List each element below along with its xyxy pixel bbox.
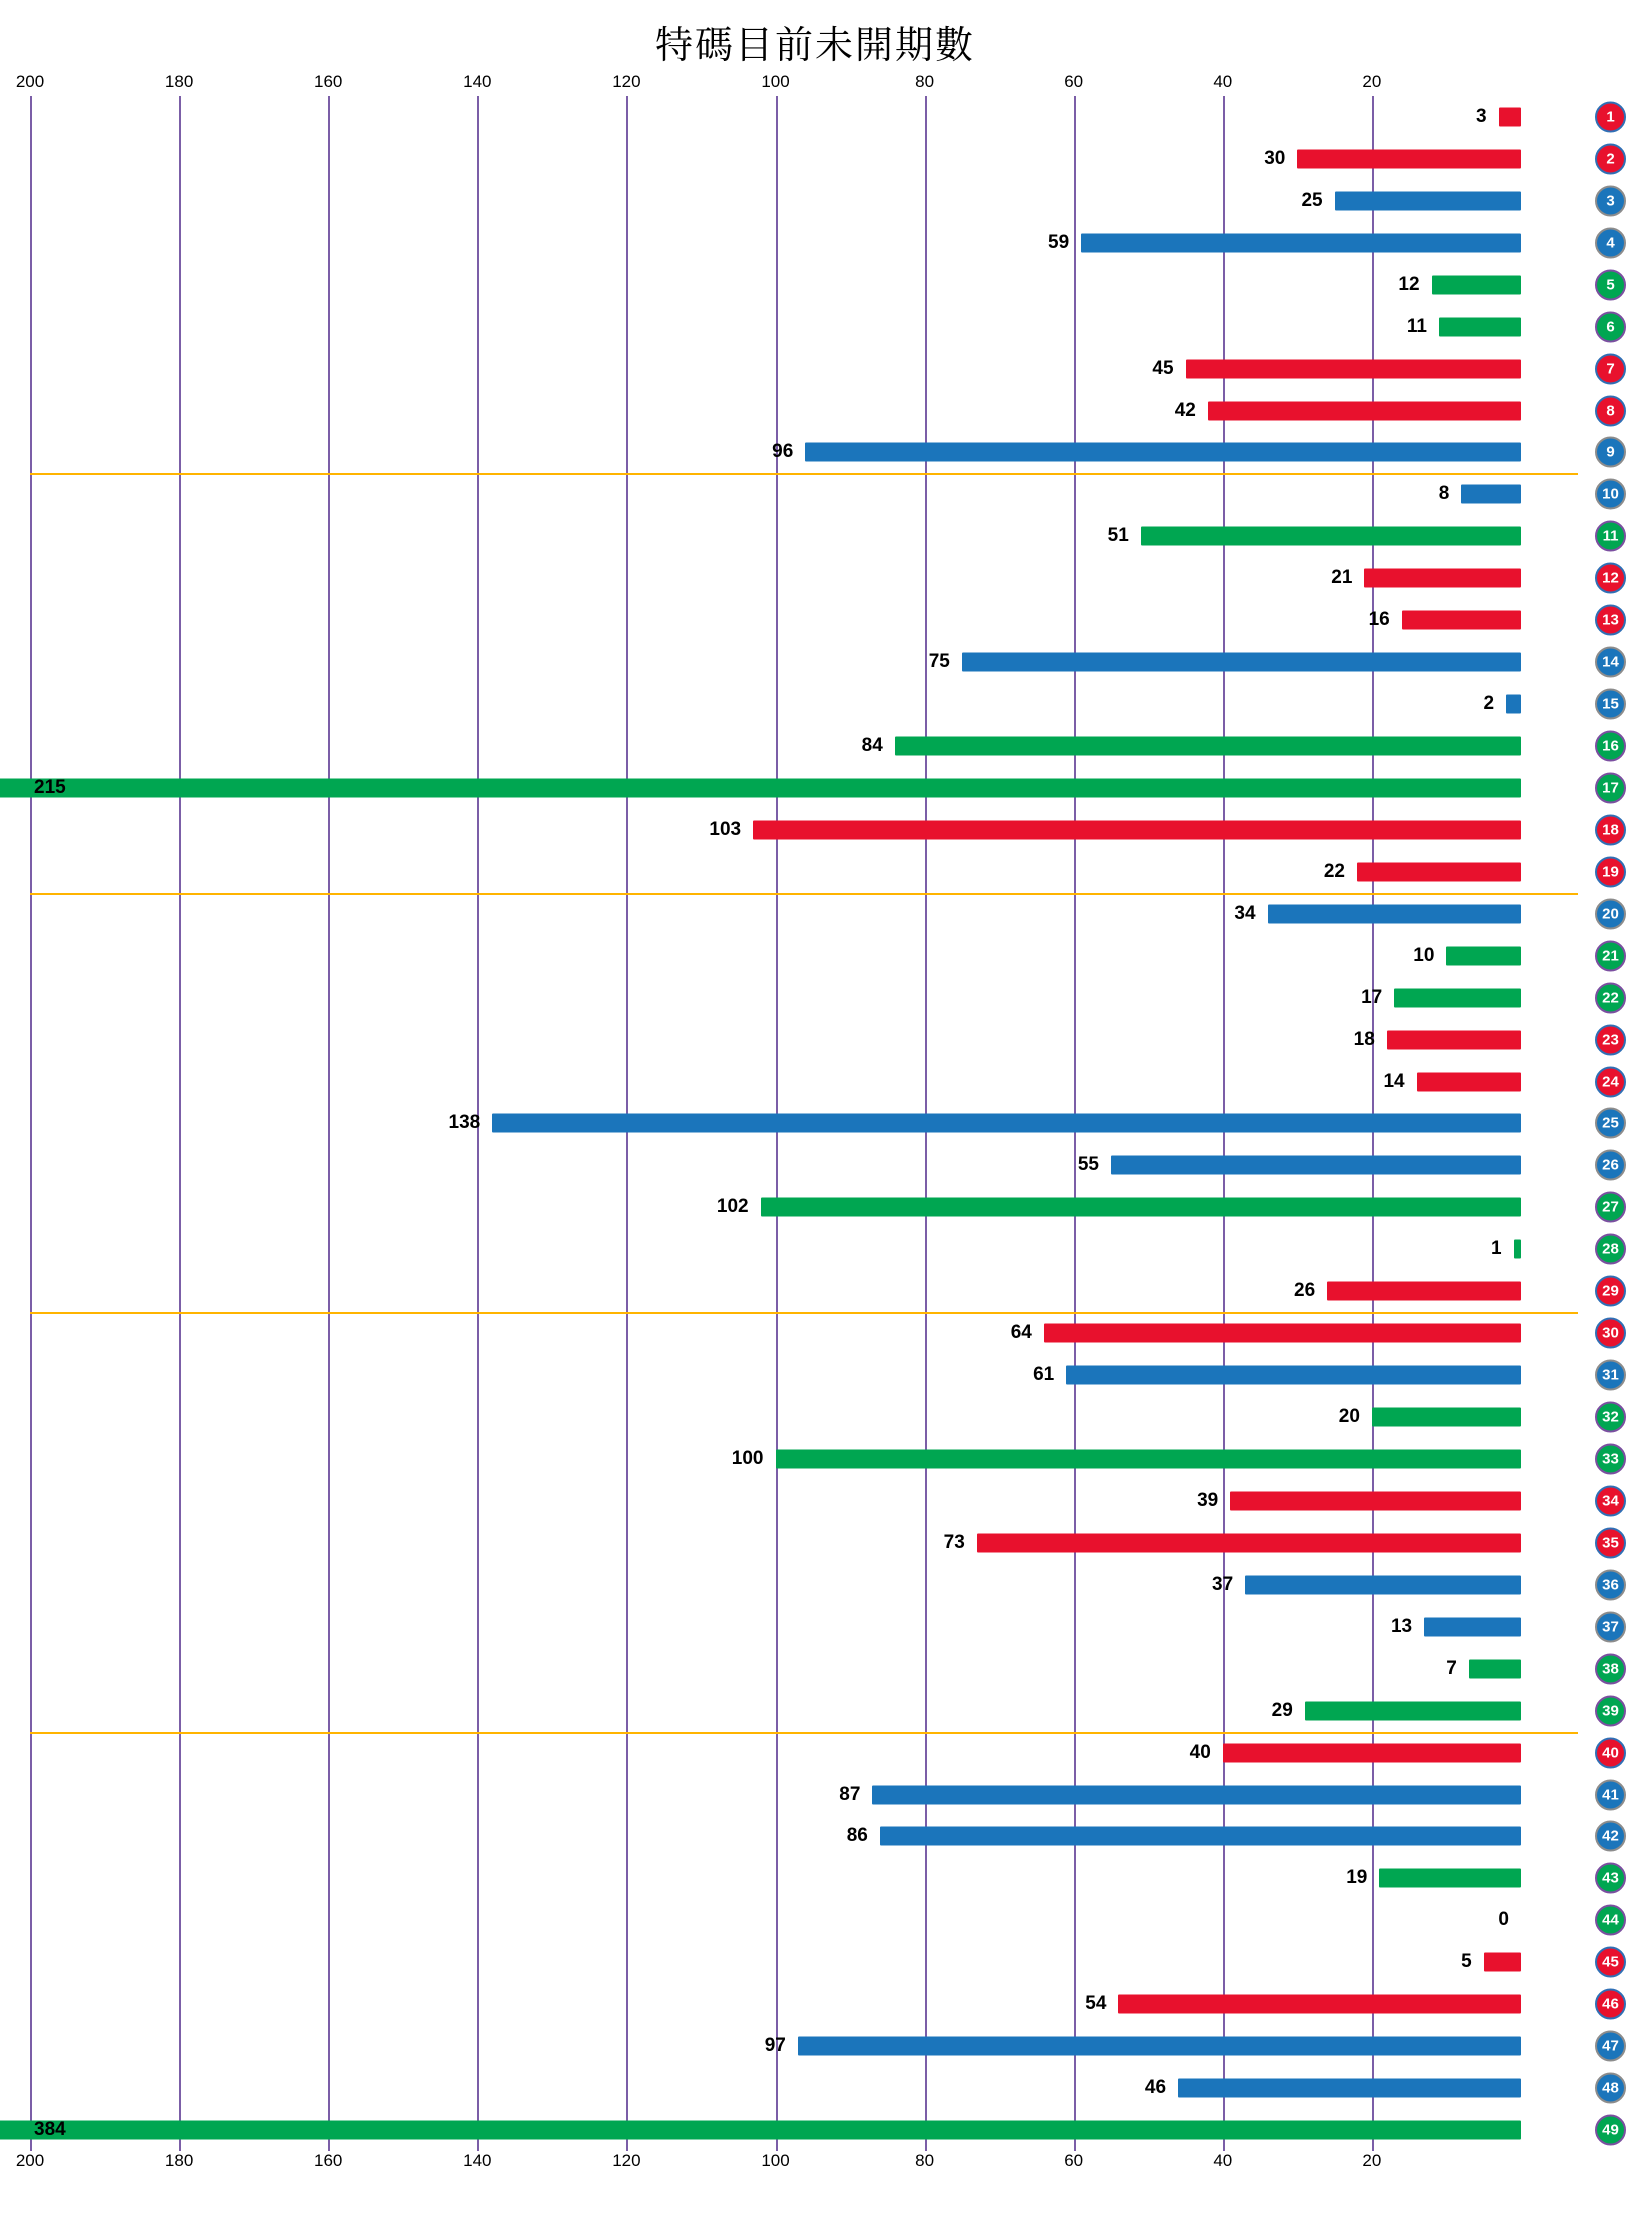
- bar-value-label: 51: [1107, 525, 1129, 547]
- number-ball-23[interactable]: 23: [1595, 1024, 1626, 1055]
- number-ball-1[interactable]: 1: [1595, 101, 1626, 132]
- bar-value-label: 20: [1338, 1406, 1360, 1428]
- chart-row: [30, 306, 1615, 348]
- bar: [1178, 2079, 1521, 2098]
- axis-tick-label: 180: [164, 2151, 194, 2170]
- chart-row: [30, 557, 1619, 599]
- chart-row: [30, 1396, 1619, 1438]
- number-ball-8[interactable]: 8: [1595, 395, 1626, 426]
- bar-value-label: 3: [1476, 105, 1487, 127]
- bar: [1111, 1156, 1521, 1175]
- axis-tick-label: 60: [1064, 72, 1084, 91]
- bar: [977, 1533, 1521, 1552]
- chart-row: [30, 1690, 1619, 1732]
- bar-value-label: 30: [1264, 147, 1286, 169]
- bar: [1268, 904, 1521, 923]
- chart-row: [30, 2109, 1619, 2151]
- number-ball-26[interactable]: 26: [1595, 1150, 1626, 1181]
- bar-value-label: 103: [709, 818, 742, 840]
- number-ball-20[interactable]: 20: [1595, 898, 1626, 929]
- number-ball-33[interactable]: 33: [1595, 1444, 1626, 1475]
- number-ball-7[interactable]: 7: [1595, 353, 1626, 384]
- number-ball-2[interactable]: 2: [1595, 143, 1626, 174]
- number-ball-41[interactable]: 41: [1595, 1779, 1626, 1810]
- chart-row: [30, 1354, 1619, 1396]
- bar-value-label: 29: [1271, 1699, 1293, 1721]
- bar: [1141, 527, 1521, 546]
- chart-row: [30, 1438, 1619, 1480]
- number-ball-45[interactable]: 45: [1595, 1947, 1626, 1978]
- number-ball-48[interactable]: 48: [1595, 2073, 1626, 2104]
- bar: [1118, 1995, 1521, 2014]
- chart-row: [30, 1312, 1619, 1354]
- chart-row: [30, 1857, 1619, 1899]
- number-ball-40[interactable]: 40: [1595, 1737, 1626, 1768]
- number-ball-12[interactable]: 12: [1595, 563, 1626, 594]
- number-ball-16[interactable]: 16: [1595, 731, 1626, 762]
- bar: [776, 1450, 1522, 1469]
- chart-row: [30, 725, 1619, 767]
- number-ball-36[interactable]: 36: [1595, 1569, 1626, 1600]
- axis-tick-label: 100: [761, 72, 790, 91]
- bar: [1499, 107, 1521, 126]
- number-ball-31[interactable]: 31: [1595, 1360, 1626, 1391]
- bar-value-label: 55: [1077, 1154, 1099, 1176]
- number-ball-17[interactable]: 17: [1595, 772, 1626, 803]
- chart-row: [30, 1648, 1619, 1690]
- number-ball-9[interactable]: 9: [1595, 437, 1626, 468]
- number-ball-3[interactable]: 3: [1595, 185, 1626, 216]
- number-ball-34[interactable]: 34: [1595, 1485, 1626, 1516]
- bar-value-label: 21: [1331, 567, 1353, 589]
- axis-tick-label: 40: [1213, 72, 1233, 91]
- axis-tick-label: 140: [463, 2151, 492, 2170]
- chart-row: [30, 1019, 1619, 1061]
- bar-value-label: 61: [1033, 1364, 1055, 1386]
- number-ball-35[interactable]: 35: [1595, 1527, 1626, 1558]
- bar: [761, 1198, 1521, 1217]
- bar-value-label: 96: [772, 441, 794, 463]
- bar: [1066, 1366, 1521, 1385]
- chart-row: [30, 1774, 1619, 1816]
- bar: [1417, 1072, 1521, 1091]
- chart-row: [30, 1564, 1619, 1606]
- bar-value-label: 10: [1413, 944, 1435, 966]
- bar-value-label: 86: [846, 1825, 868, 1847]
- number-ball-32[interactable]: 32: [1595, 1402, 1626, 1433]
- chart-row: [30, 1228, 1619, 1270]
- axis-tick-label: 120: [612, 72, 641, 91]
- number-ball-28[interactable]: 28: [1595, 1234, 1626, 1265]
- chart-row: [30, 473, 1619, 515]
- axis-tick-label: 140: [463, 72, 492, 91]
- chart-row: [30, 1941, 1619, 1983]
- chart-row: [30, 222, 1615, 264]
- chart-row: [30, 977, 1619, 1019]
- bar: [1439, 317, 1521, 336]
- chart-row: [30, 432, 1615, 474]
- bar-value-label: 102: [716, 1196, 749, 1218]
- bar-value-label: 42: [1174, 399, 1196, 421]
- chart-row: [30, 1480, 1619, 1522]
- chart-row: [30, 809, 1619, 851]
- page-title: 特碼目前未開期數: [654, 23, 975, 67]
- number-ball-18[interactable]: 18: [1595, 814, 1626, 845]
- bar: [1387, 1030, 1521, 1049]
- bar: [1372, 1408, 1521, 1427]
- bar: [0, 2121, 1521, 2140]
- chart-row: [30, 1144, 1619, 1186]
- axis-tick-label: 160: [314, 72, 343, 91]
- number-ball-25[interactable]: 25: [1595, 1108, 1626, 1139]
- bar: [1081, 233, 1521, 252]
- bar-value-label: 37: [1212, 1573, 1234, 1595]
- chart-row: [30, 1899, 1619, 1941]
- number-ball-13[interactable]: 13: [1595, 605, 1626, 636]
- number-ball-21[interactable]: 21: [1595, 940, 1626, 971]
- bar: [895, 737, 1521, 756]
- chart-row: [30, 767, 1619, 809]
- number-ball-19[interactable]: 19: [1595, 856, 1626, 887]
- chart-row: [30, 893, 1619, 935]
- bar: [872, 1785, 1521, 1804]
- axis-tick-label: 20: [1362, 72, 1382, 91]
- chart-row: [30, 599, 1619, 641]
- number-ball-49[interactable]: 49: [1595, 2115, 1626, 2146]
- chart-row: [30, 348, 1615, 390]
- chart-row: [30, 96, 1615, 138]
- number-ball-24[interactable]: 24: [1595, 1066, 1626, 1097]
- chart-row: [30, 1522, 1619, 1564]
- number-ball-22[interactable]: 22: [1595, 982, 1626, 1013]
- bar-value-label: 2: [1483, 693, 1495, 715]
- number-ball-5[interactable]: 5: [1595, 269, 1626, 300]
- bar: [805, 443, 1521, 462]
- bar-value-label: 12: [1398, 273, 1420, 295]
- bar-value-label: 64: [1010, 1322, 1032, 1344]
- bar-value-label: 19: [1346, 1867, 1368, 1889]
- chart-row: [30, 1732, 1619, 1774]
- bar-value-label: 0: [1498, 1909, 1509, 1931]
- bar-value-label: 138: [448, 1112, 481, 1134]
- bar: [1484, 1953, 1521, 1972]
- bar: [1305, 1701, 1521, 1720]
- chart-row: [30, 1186, 1619, 1228]
- bar-value-label: 16: [1368, 609, 1390, 631]
- bar: [1230, 1491, 1521, 1510]
- bar-value-label: 26: [1294, 1280, 1316, 1302]
- bar: [1461, 485, 1521, 504]
- bar: [1297, 149, 1521, 168]
- axis-tick-label: 60: [1064, 2151, 1084, 2170]
- bar: [1379, 1869, 1521, 1888]
- bar: [1364, 569, 1521, 588]
- bar-value-label: 8: [1438, 483, 1450, 505]
- bar-value-label: 46: [1144, 2077, 1167, 2099]
- number-ball-30[interactable]: 30: [1595, 1318, 1626, 1349]
- chart-row: [30, 1103, 1619, 1145]
- chart-row: [30, 264, 1615, 306]
- bar-value-label: 5: [1461, 1951, 1472, 1973]
- bar: [1506, 695, 1521, 714]
- chart-row: [30, 1983, 1619, 2025]
- bar: [1335, 191, 1521, 210]
- bar-value-label: 73: [943, 1531, 965, 1553]
- chart-row: [30, 1270, 1619, 1312]
- number-ball-39[interactable]: 39: [1595, 1695, 1626, 1726]
- number-ball-6[interactable]: 6: [1595, 311, 1626, 342]
- number-ball-27[interactable]: 27: [1595, 1192, 1626, 1223]
- chart-row: [30, 1606, 1619, 1648]
- bar: [1223, 1743, 1521, 1762]
- chart-row: [30, 515, 1619, 557]
- plot-area: [30, 96, 1619, 2151]
- bar-value-label: 34: [1234, 902, 1256, 924]
- bar-value-label: 215: [34, 776, 66, 798]
- x-axis-top: [15, 72, 1578, 94]
- bar: [492, 1114, 1521, 1133]
- bar-value-label: 100: [731, 1448, 764, 1469]
- bar-value-label: 87: [839, 1783, 861, 1805]
- axis-tick-label: 200: [15, 72, 45, 91]
- number-ball-44[interactable]: 44: [1595, 1905, 1626, 1936]
- bar: [0, 778, 1521, 797]
- bar-value-label: 22: [1323, 860, 1345, 882]
- bar: [1245, 1575, 1521, 1594]
- chart-row: [30, 180, 1615, 222]
- bar: [753, 820, 1521, 839]
- number-ball-43[interactable]: 43: [1595, 1863, 1626, 1894]
- bar: [1186, 359, 1521, 378]
- axis-tick-label: 180: [164, 72, 194, 91]
- chart-row: [30, 2025, 1619, 2067]
- bar: [1469, 1659, 1521, 1678]
- bar-value-label: 13: [1390, 1615, 1413, 1637]
- bar-value-label: 39: [1197, 1489, 1219, 1511]
- chart-row: [30, 2067, 1619, 2109]
- number-ball-37[interactable]: 37: [1595, 1611, 1626, 1642]
- bar-value-label: 17: [1361, 986, 1383, 1008]
- chart-row: [30, 641, 1619, 683]
- bar-value-label: 40: [1189, 1741, 1211, 1763]
- bar-value-label: 84: [861, 735, 883, 757]
- bar-value-label: 59: [1048, 231, 1070, 253]
- bar-value-label: 7: [1446, 1657, 1457, 1679]
- bar-value-label: 11: [1406, 315, 1427, 337]
- bar: [1432, 275, 1521, 294]
- bar-value-label: 45: [1152, 357, 1174, 379]
- number-ball-10[interactable]: 10: [1595, 479, 1626, 510]
- chart-row: [30, 1061, 1619, 1103]
- axis-tick-label: 120: [612, 2151, 641, 2170]
- bar-value-label: 14: [1383, 1070, 1405, 1092]
- bar: [880, 1827, 1521, 1846]
- number-ball-42[interactable]: 42: [1595, 1821, 1626, 1852]
- bar: [1357, 862, 1521, 881]
- axis-tick-label: 200: [15, 2151, 45, 2170]
- number-ball-11[interactable]: 11: [1595, 521, 1626, 552]
- axis-tick-label: 20: [1362, 2151, 1382, 2170]
- axis-tick-label: 100: [761, 2151, 790, 2170]
- bar: [1044, 1324, 1521, 1343]
- chart-row: [30, 138, 1615, 180]
- number-ball-15[interactable]: 15: [1595, 689, 1626, 720]
- bar-value-label: 384: [34, 2119, 66, 2141]
- bar: [1394, 988, 1521, 1007]
- axis-tick-label: 160: [314, 2151, 343, 2170]
- chart-row: [30, 683, 1619, 725]
- bar: [1402, 611, 1521, 630]
- bar-value-label: 75: [928, 651, 950, 673]
- bar-value-label: 97: [764, 2035, 786, 2057]
- chart-row: [30, 935, 1619, 977]
- bar-value-label: 1: [1490, 1238, 1502, 1260]
- number-ball-14[interactable]: 14: [1595, 647, 1626, 678]
- bar-value-label: 25: [1301, 189, 1323, 211]
- bar-value-label: 54: [1085, 1993, 1107, 2015]
- number-ball-46[interactable]: 46: [1595, 1989, 1626, 2020]
- bar-value-label: 18: [1353, 1028, 1375, 1050]
- bar: [1327, 1282, 1521, 1301]
- chart-row: [30, 1815, 1619, 1857]
- bar: [798, 2037, 1521, 2056]
- number-ball-29[interactable]: 29: [1595, 1276, 1626, 1307]
- chart-row: [30, 851, 1619, 893]
- bar: [1446, 946, 1521, 965]
- bar: [1514, 1240, 1521, 1259]
- number-ball-38[interactable]: 38: [1595, 1653, 1626, 1684]
- axis-tick-label: 80: [915, 2151, 935, 2170]
- bar: [1424, 1617, 1521, 1636]
- number-ball-4[interactable]: 4: [1595, 227, 1626, 258]
- number-ball-47[interactable]: 47: [1595, 2031, 1626, 2062]
- x-axis-bottom: [15, 2151, 1578, 2173]
- axis-tick-label: 80: [915, 72, 935, 91]
- bar: [962, 653, 1521, 672]
- bar: [1208, 401, 1521, 420]
- chart-row: [30, 390, 1615, 432]
- axis-tick-label: 40: [1213, 2151, 1233, 2170]
